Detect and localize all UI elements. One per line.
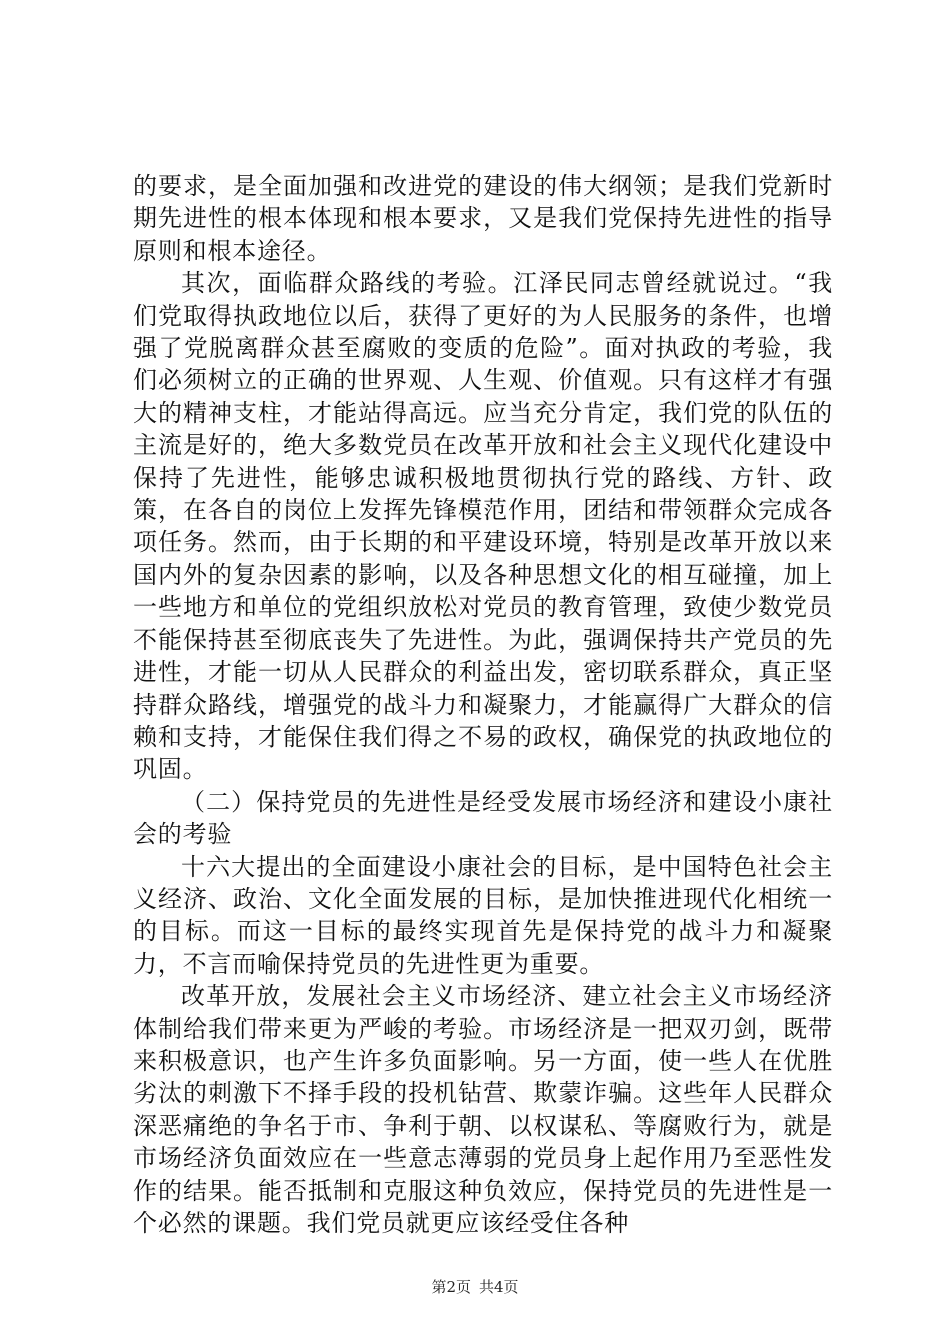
paragraph: 改革开放，发展社会主义市场经济、建立社会主义市场经济体制给我们带来更为严峻的考验。市场经济是一把双刃剑，既带来积极意识，也产生许多负面影响。另一方面，使一些人在优胜劣汰的刺激下不择手段的投机钻营、欺蒙诈骗。这些年人民群众深恶痛绝的争名于市、争利于朝、以权谋私、等腐败行为，就是市场经济负面效应在一些意志薄弱的党员身上起作用乃至恶性发作的结果。能否抵制和克服这种负效应，保持党员的先进性是一个必然的课题。我们党员就更应该经受住各种 [133, 982, 833, 1237]
page-footer [0, 1276, 950, 1297]
paragraph: 其次，面临群众路线的考验。江泽民同志曾经就说过。“我们党取得执政地位以后，获得了更好的为人民服务的条件，也增强了党脱离群众甚至腐败的变质的危险”。面对执政的考验，我们必须树立的正确的世界观、人生观、价值观。只有这样才有强大的精神支柱，才能站得高远。应当充分肯定，我们党的队伍的主流是好的，绝大多数党员在改革开放和社会主义现代化建设中保持了先进性，能够忠诚积极地贯彻执行党的路线、方针、政策，在各自的岗位上发挥先锋模范作用，团结和带领群众完成各项任务。然而，由于长期的和平建设环境，特别是改革开放以来国内外的复杂因素的影响，以及各种思想文化的相互碰撞，加上一些地方和单位的党组织放松对党员的教育管理，致使少数党员不能保持甚至彻底丧失了先进性。为此，强调保持共产党员的先进性，才能一切从人民群众的利益出发，密切联系群众，真正坚持群众路线，增强党的战斗力和凝聚力，才能赢得广大群众的信赖和支持，才能保住我们得之不易的政权，确保党的执政地位的巩固。 [133, 269, 833, 784]
page-number: 第2页 [431, 1278, 471, 1296]
paragraph: 十六大提出的全面建设小康社会的目标，是中国特色社会主义经济、政治、文化全面发展的目标，是加快推进现代化相统一的目标。而这一目标的最终实现首先是保持党的战斗力和凝聚力，不言而喻保持党员的先进性更为重要。 [133, 852, 833, 978]
section-heading: （二）保持党员的先进性是经受发展市场经济和建设小康社会的考验 [133, 787, 833, 849]
page-total: 共4页 [479, 1278, 519, 1296]
body-text [133, 170, 833, 1239]
paragraph: 的要求，是全面加强和改进党的建设的伟大纲领；是我们党新时期先进性的根本体现和根本要求，又是我们党保持先进性的指导原则和根本途径。 [133, 172, 833, 265]
